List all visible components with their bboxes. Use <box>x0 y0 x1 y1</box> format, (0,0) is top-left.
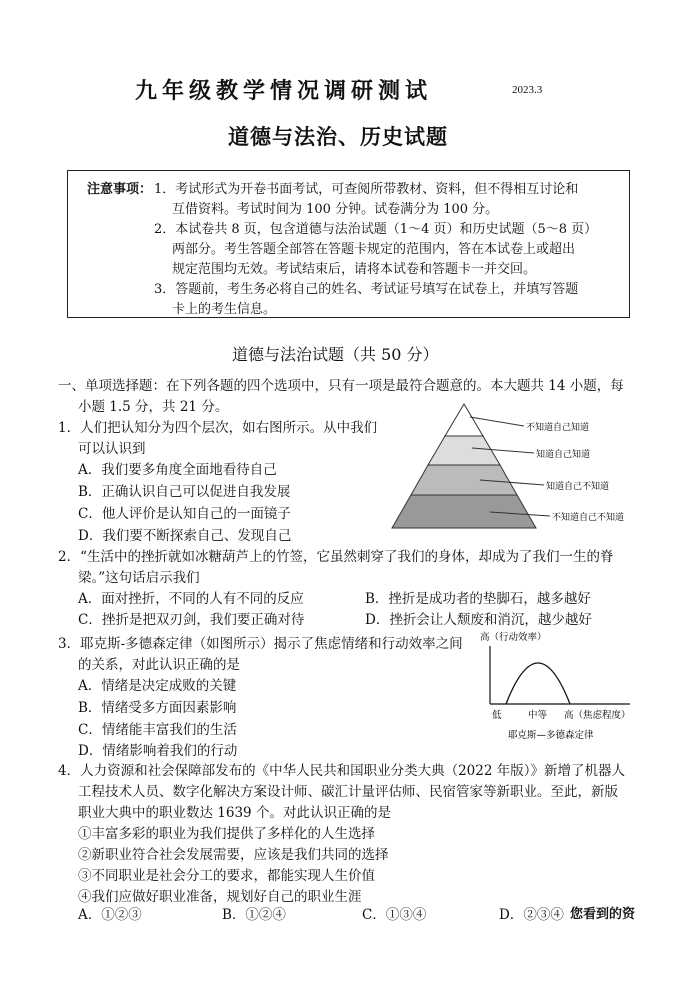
cognition-pyramid <box>390 402 650 542</box>
pyramid-pointer <box>470 417 524 426</box>
q2-stem: 梁。”这句话启示我们 <box>78 570 200 586</box>
pyramid-level-3 <box>411 465 517 495</box>
x-label-low: 低 <box>492 710 502 721</box>
notice-label: 注意事项： <box>87 182 153 197</box>
q1-option-d: D．我们要不断探索自己、发现自己 <box>78 528 292 544</box>
q2-option-a: A．面对挫折，不同的人有不同的反应 <box>78 591 304 607</box>
q4-stem: 4．人力资源和社会保障部发布的《中华人民共和国职业分类大典（2022 年版）》新增了机器人 <box>58 763 625 779</box>
q1-stem: 1．人们把认知分为四个层次，如右图所示。从中我们 <box>58 420 378 436</box>
q3-option-a: A．情绪是决定成败的关键 <box>78 678 237 694</box>
pyramid-label: 不知道自己不知道 <box>552 513 625 523</box>
notice-line: 规定范围均无效。考试结束后，请将本试卷和答题卡一并交回。 <box>172 262 537 277</box>
q4-option-c: C．①③④ <box>362 907 427 923</box>
efficiency-curve <box>506 663 570 704</box>
pyramid-level-1 <box>445 404 483 436</box>
pyramid-label: 不知道自己知道 <box>526 423 590 433</box>
q1-option-a: A．我们要多角度全面地看待自己 <box>78 462 277 478</box>
q1-option-c: C．他人评价是认知自己的一面镜子 <box>78 506 291 522</box>
q4-stem: 工程技术人员、数字化解决方案设计师、碳汇计量评估师、民宿管家等新职业。至此，新版 <box>78 784 618 800</box>
notice-line: 卡上的考生信息。 <box>172 302 277 317</box>
section-intro: 小题 1.5 分，共 21 分。 <box>78 399 229 415</box>
q1-stem: 可以认识到 <box>78 441 146 457</box>
q4-item: ④我们应做好职业准备，规划好自己的职业生涯 <box>78 889 362 905</box>
q3-stem: 的关系，对此认识正确的是 <box>78 657 240 673</box>
yerkes-dodson-chart <box>472 628 652 746</box>
notice-line: 互借资料。考试时间为 100 分钟。试卷满分为 100 分。 <box>172 202 499 217</box>
q3-stem: 3．耶克斯-多德森定律（如图所示）揭示了焦虑情绪和行动效率之间 <box>58 636 463 652</box>
q4-option-b: B．①②④ <box>222 907 286 923</box>
exam-title: 九年级教学情况调研测试 <box>135 78 433 104</box>
pyramid-label: 知道自己不知道 <box>546 482 610 492</box>
notice-line: 1．考试形式为开卷书面考试，可查阅所带教材、资料，但不得相互讨论和 <box>154 182 579 197</box>
q3-option-c: C．情绪能丰富我们的生活 <box>78 722 237 738</box>
q4-item: ③不同职业是社会分工的要求，都能实现人生价值 <box>78 868 375 884</box>
pyramid-label: 知道自己知道 <box>536 450 591 460</box>
section-intro: 一、单项选择题：在下列各题的四个选项中，只有一项是最符合题意的。本大题共 14 小题，每 <box>58 378 624 394</box>
q4-option-a: A．①②③ <box>78 907 142 923</box>
q4-item: ②新职业符合社会发展需要，应该是我们共同的选择 <box>78 847 389 863</box>
q2-option-c: C．挫折是把双刃剑，我们要正确对待 <box>78 612 305 628</box>
q2-stem: 2．“生活中的挫折就如冰糖葫芦上的竹签，它虽然刺穿了我们的身体，却成为了我们一生的脊 <box>58 549 614 565</box>
pyramid-level-4 <box>392 495 536 528</box>
notice-box <box>67 170 630 318</box>
x-label-mid: 中等 <box>528 710 548 721</box>
exam-date: 2023.3 <box>512 84 543 96</box>
chart-caption: 耶克斯—多德森定律 <box>508 730 594 741</box>
q3-option-d: D．情绪影响着我们的行动 <box>78 743 238 759</box>
x-label-high: 高（焦虑程度） <box>564 710 631 721</box>
notice-line: 3．答题前，考生务必将自己的姓名、考试证号填写在试卷上，并填写答题 <box>154 282 579 297</box>
q2-option-b: B．挫折是成功者的垫脚石，越多越好 <box>365 591 591 607</box>
q4-option-d: D．②③④ <box>499 907 564 923</box>
q1-option-b: B．正确认识自己可以促进自我发展 <box>78 484 291 500</box>
section-title: 道德与法治试题（共 50 分） <box>232 345 439 364</box>
pyramid-level-2 <box>428 436 500 465</box>
q2-option-d: D．挫折会让人颓废和消沉，越少越好 <box>365 612 592 628</box>
q4-item: ①丰富多彩的职业为我们提供了多样化的人生选择 <box>78 826 375 842</box>
notice-line: 2．本试卷共 8 页，包含道德与法治试题（1～4 页）和历史试题（5～8 页） <box>154 222 598 237</box>
y-axis-label: 高（行动效率） <box>480 632 547 643</box>
q3-option-b: B．情绪受多方面因素影响 <box>78 700 237 716</box>
q4-stem: 职业大典中的职业数达 1639 个。对此认识正确的是 <box>78 805 391 821</box>
notice-line: 两部分。考生答题全部答在答题卡规定的范围内，答在本试卷上或超出 <box>172 242 576 257</box>
watermark-text: 您看到的资 <box>570 907 636 922</box>
exam-subtitle: 道德与法治、历史试题 <box>228 124 448 149</box>
